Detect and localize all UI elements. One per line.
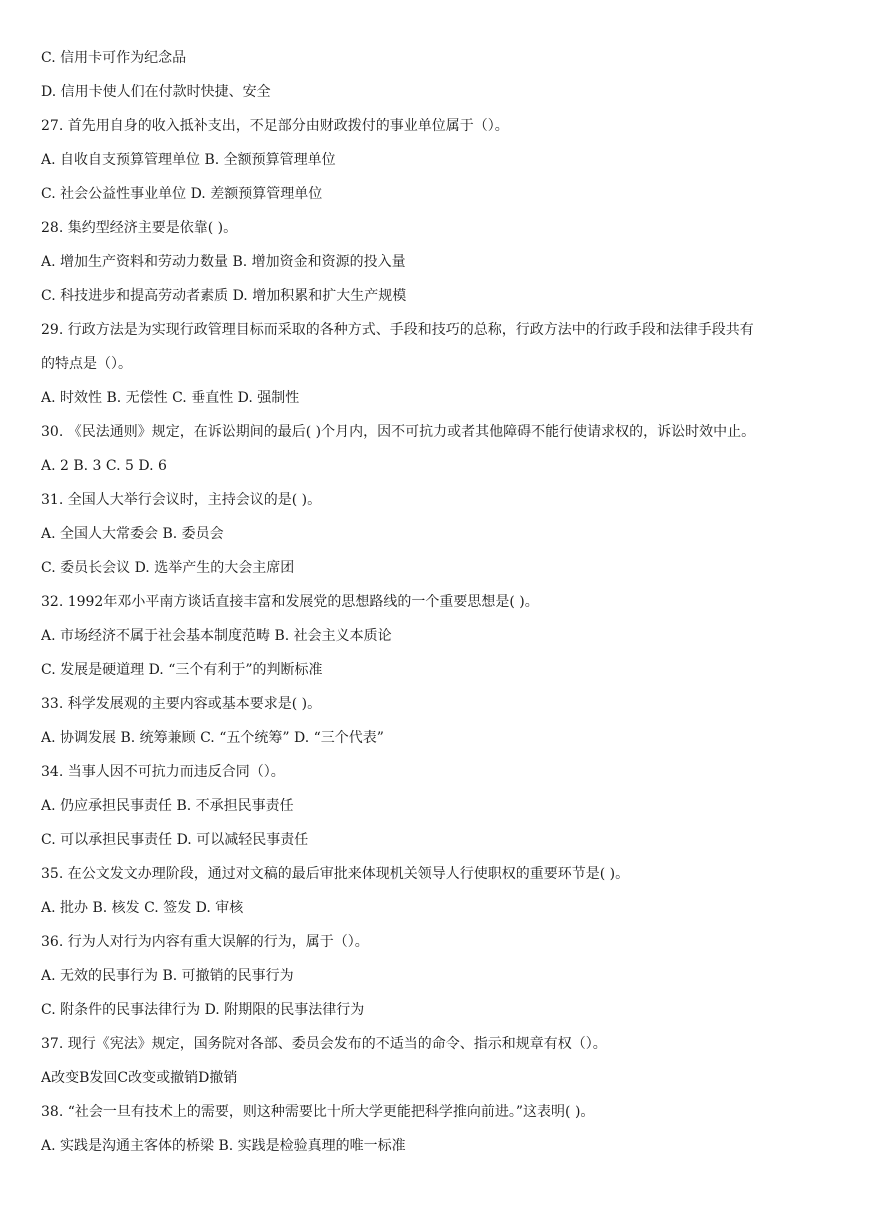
text-line: A. 市场经济不属于社会基本制度范畴 B. 社会主义本质论 [41, 628, 392, 644]
text-line: 的特点是（）。 [41, 356, 132, 372]
question-37: 37. 现行《宪法》规定，国务院对各部、委员会发布的不适当的命令、指示和规章有权（）。 [41, 1036, 607, 1052]
question-34: 34. 当事人因不可抗力而违反合同（）。 [41, 764, 285, 780]
question-33: 33. 科学发展观的主要内容或基本要求是( )。 [41, 696, 322, 712]
question-28: 28. 集约型经济主要是依靠( )。 [41, 220, 238, 236]
question-32: 32. 1992年邓小平南方谈话直接丰富和发展党的思想路线的一个重要思想是( )。 [41, 594, 539, 610]
text-line: D. 信用卡使人们在付款时快捷、安全 [41, 84, 271, 100]
question-31: 31. 全国人大举行会议时，主持会议的是( )。 [41, 492, 322, 508]
question-36: 36. 行为人对行为内容有重大误解的行为，属于（）。 [41, 934, 369, 950]
text-line: A. 自收自支预算管理单位 B. 全额预算管理单位 [41, 152, 336, 168]
text-line: A. 协调发展 B. 统筹兼顾 C. “五个统筹” D. “三个代表” [41, 730, 384, 746]
text-line: C. 委员长会议 D. 选举产生的大会主席团 [41, 560, 295, 576]
text-line: C. 信用卡可作为纪念品 [41, 50, 187, 66]
text-line: A. 实践是沟通主客体的桥梁 B. 实践是检验真理的唯一标准 [41, 1138, 406, 1154]
text-line: A. 时效性 B. 无偿性 C. 垂直性 D. 强制性 [41, 390, 300, 406]
question-27: 27. 首先用自身的收入抵补支出，不足部分由财政拨付的事业单位属于（）。 [41, 118, 509, 134]
text-line: C. 可以承担民事责任 D. 可以减轻民事责任 [41, 832, 309, 848]
text-line: A. 仍应承担民事责任 B. 不承担民事责任 [41, 798, 294, 814]
text-line: A. 增加生产资料和劳动力数量 B. 增加资金和资源的投入量 [41, 254, 406, 270]
text-line: C. 科技进步和提高劳动者素质 D. 增加积累和扩大生产规模 [41, 288, 407, 304]
question-35: 35. 在公文发文办理阶段，通过对文稿的最后审批来体现机关领导人行使职权的重要环节是( )。 [41, 866, 630, 882]
text-line: C. 附条件的民事法律行为 D. 附期限的民事法律行为 [41, 1002, 365, 1018]
text-line: A. 批办 B. 核发 C. 签发 D. 审核 [41, 900, 244, 916]
question-30: 30. 《民法通则》规定，在诉讼期间的最后( )个月内，因不可抗力或者其他障碍不能行使请求权的，诉讼时效中止。 [41, 424, 756, 440]
text-line: A. 全国人大常委会 B. 委员会 [41, 526, 224, 542]
question-38: 38. “社会一旦有技术上的需要，则这种需要比十所大学更能把科学推向前进。”这表明( )。 [41, 1104, 595, 1120]
text-line: C. 发展是硬道理 D. “三个有利于”的判断标准 [41, 662, 323, 678]
text-line: A. 2 B. 3 C. 5 D. 6 [41, 458, 167, 474]
text-line: A改变B发回C改变或撤销D撤销 [41, 1070, 238, 1086]
question-29: 29. 行政方法是为实现行政管理目标而采取的各种方式、手段和技巧的总称，行政方法中的行政手段和法律手段共有 [41, 322, 754, 338]
text-line: C. 社会公益性事业单位 D. 差额预算管理单位 [41, 186, 323, 202]
text-line: A. 无效的民事行为 B. 可撤销的民事行为 [41, 968, 294, 984]
